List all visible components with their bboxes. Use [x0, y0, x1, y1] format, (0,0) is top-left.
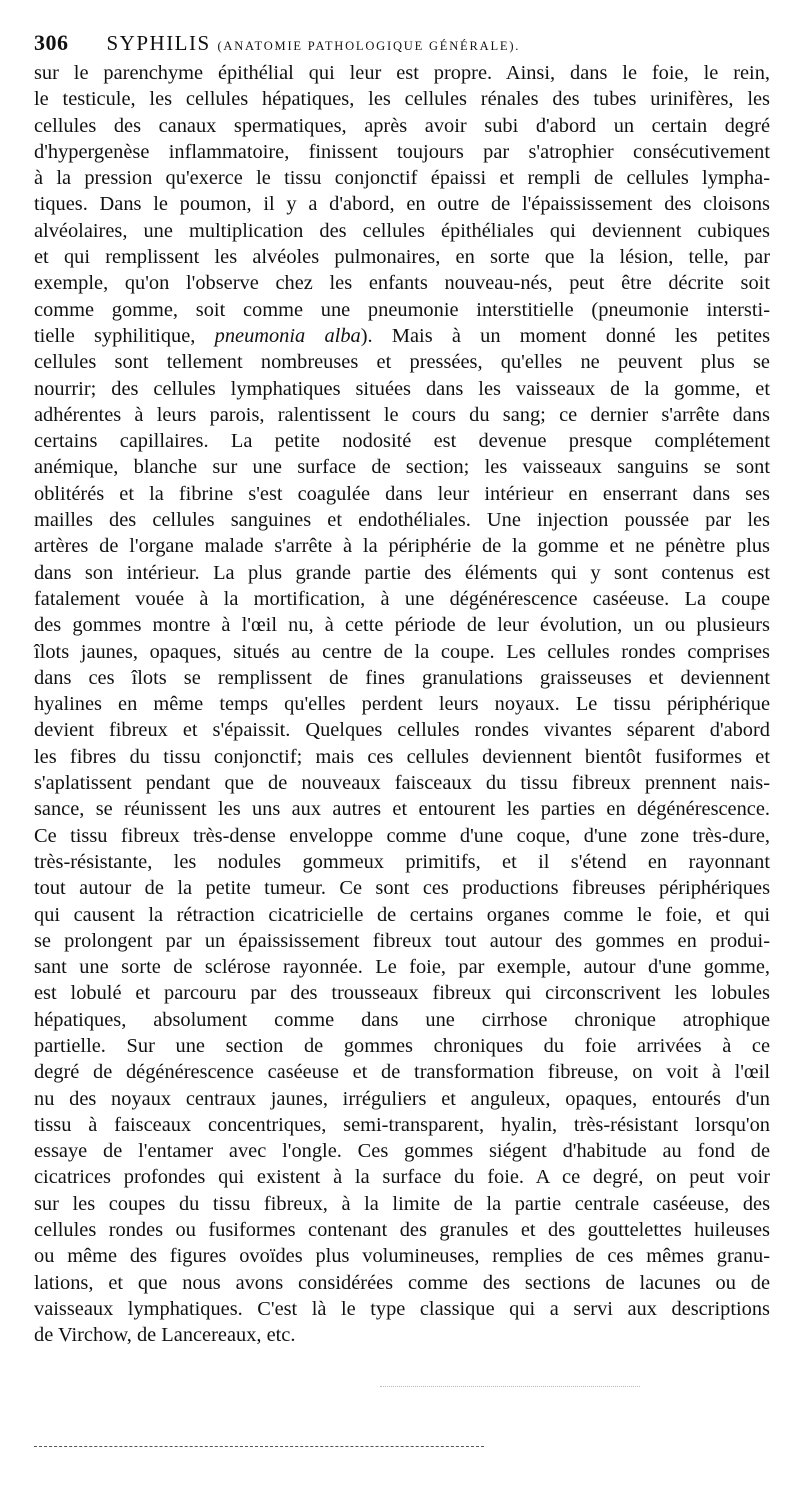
text-line: nourrir; des cellules lymphatiques situées dans les vaisseaux de la gomme, et: [34, 377, 770, 400]
text-line: lations, et que nous avons considérées comme des sections de lacunes ou de: [34, 1271, 770, 1294]
text-line: oblitérés et la fibrine s'est coagulée dans leur intérieur en enserrant dans ses: [34, 482, 770, 505]
text-line-last: de Virchow, de Lancereaux, etc.: [34, 1324, 296, 1347]
text-line: sur les coupes du tissu fibreux, à la limite de la partie centrale caséeuse, des: [34, 1192, 770, 1215]
text-line: ou même des figures ovoïdes plus volumineuses, remplies de ces mêmes granu-: [34, 1245, 770, 1268]
text-line: le testicule, les cellules hépatiques, les cellules rénales des tubes urinifères, les: [34, 88, 770, 111]
text-line: fatalement vouée à la mortification, à une dégénérescence caséeuse. La coupe: [34, 587, 770, 610]
text-line-end: ). Mais à un moment donné les petites: [360, 324, 771, 347]
text-line: îlots jaunes, opaques, situés au centre de la coupe. Les cellules rondes comprises: [34, 640, 770, 663]
text-line: les fibres du tissu conjonctif; mais ces cellules deviennent bientôt fusiformes et: [34, 745, 770, 768]
text-line: dans ces îlots se remplissent de fines granulations graisseuses et deviennent: [34, 666, 770, 689]
text-line: partielle. Sur une section de gommes chroniques du foie arrivées à ce: [34, 1034, 770, 1057]
text-line: Ce tissu fibreux très-dense enveloppe comme d'une coque, d'une zone très-dure,: [34, 824, 770, 847]
text-line: hépatiques, absolument comme dans une cirrhose chronique atrophique: [34, 1008, 770, 1031]
text-line: dans son intérieur. La plus grande partie des éléments qui y sont contenus est: [34, 561, 770, 584]
text-line: des gommes montre à l'œil nu, à cette période de leur évolution, un ou plusieurs: [34, 614, 770, 637]
text-line: alvéolaires, une multiplication des cellules épithéliales qui deviennent cubiques: [34, 219, 770, 242]
text-line: est lobulé et parcouru par des trousseaux fibreux qui circonscrivent les lobules: [34, 982, 770, 1005]
text-line: nu des noyaux centraux jaunes, irréguliers et anguleux, opaques, entourés d'un: [34, 1087, 770, 1110]
running-head: [107, 31, 521, 56]
text-line: anémique, blanche sur une surface de section; les vaisseaux sanguins se sont: [34, 456, 770, 479]
text-line: sur le parenchyme épithélial qui leur est propre. Ainsi, dans le foie, le rein,: [34, 62, 770, 84]
text-line: cellules sont tellement nombreuses et pressées, qu'elles ne peuvent plus se: [34, 351, 770, 374]
text-line: devient fibreux et s'épaissit. Quelques cellules rondes vivantes séparent d'abord: [34, 719, 770, 742]
text-line: d'hypergenèse inflammatoire, finissent toujours par s'atrophier consécutivement: [34, 140, 770, 163]
text-line: tissu à faisceaux concentriques, semi-transparent, hyalin, très-résistant lorsqu'on: [34, 1113, 770, 1136]
text-line: comme gomme, soit comme une pneumonie interstitielle (pneumonie intersti-: [34, 298, 770, 321]
text-line: adhérentes à leurs parois, ralentissent le cours du sang; ce dernier s'arrête dans: [34, 403, 770, 426]
text-line: s'aplatissent pendant que de nouveaux faisceaux du tissu fibreux prennent nais-: [34, 772, 770, 795]
text-line: essaye de l'entamer avec l'ongle. Ces gommes siégent d'habitude au fond de: [34, 1140, 770, 1163]
text-line: sance, se réunissent les uns aux autres et entourent les parties en dégénérescence.: [34, 798, 770, 821]
text-line: certains capillaires. La petite nodosité est devenue presque complétement: [34, 430, 770, 453]
text-line: cicatrices profondes qui existent à la surface du foie. A ce degré, on peut voir: [34, 1166, 770, 1189]
text-line: hyalines en même temps qu'elles perdent leurs noyaux. Le tissu périphérique: [34, 693, 770, 716]
running-head-subtitle: (ANATOMIE PATHOLOGIQUE GÉNÉRALE).: [217, 39, 521, 53]
page-header: [34, 30, 764, 60]
text-line: degré de dégénérescence caséeuse et de transformation fibreuse, on voit à l'œil: [34, 1061, 770, 1084]
text-line-with-italic: [34, 323, 770, 349]
page-number: 306: [34, 30, 69, 55]
text-line: artères de l'organe malade s'arrête à la périphérie de la gomme et ne pénètre plus: [34, 535, 770, 558]
text-line: qui causent la rétraction cicatricielle de certains organes comme le foie, et qui: [34, 903, 770, 926]
text-line: tiques. Dans le poumon, il y a d'abord, en outre de l'épaississement des cloisons: [34, 193, 770, 216]
text-line: vaisseaux lymphatiques. C'est là le type classique qui a servi aux descriptions: [34, 1297, 770, 1320]
italic-term: pneumonia alba: [214, 324, 361, 347]
body-text: [34, 60, 770, 1349]
text-line: mailles des cellules sanguines et endothéliales. Une injection poussée par les: [34, 509, 770, 532]
text-line: se prolongent par un épaississement fibreux tout autour des gommes en produi-: [34, 929, 770, 952]
text-line: très-résistante, les nodules gommeux primitifs, et il s'étend en rayonnant: [34, 850, 770, 873]
faint-dotted-rule: [380, 1386, 640, 1387]
footer-dotted-rule: [34, 1446, 484, 1447]
text-line: cellules des canaux spermatiques, après avoir subi d'abord un certain degré: [34, 114, 770, 137]
text-line: exemple, qu'on l'observe chez les enfants nouveau-nés, peut être décrite soit: [34, 272, 770, 295]
text-line: sant une sorte de sclérose rayonnée. Le foie, par exemple, autour d'une gomme,: [34, 956, 770, 979]
text-line-start: tielle syphilitique,: [34, 324, 215, 347]
text-line: et qui remplissent les alvéoles pulmonaires, en sorte que la lésion, telle, par: [34, 246, 770, 269]
text-line: tout autour de la petite tumeur. Ce sont ces productions fibreuses périphériques: [34, 877, 770, 900]
text-line: à la pression qu'exerce le tissu conjonctif épaissi et rempli de cellules lympha-: [34, 167, 770, 190]
running-head-title: SYPHILIS: [106, 31, 211, 55]
text-line: cellules rondes ou fusiformes contenant des granules et des gouttelettes huileuses: [34, 1219, 770, 1242]
